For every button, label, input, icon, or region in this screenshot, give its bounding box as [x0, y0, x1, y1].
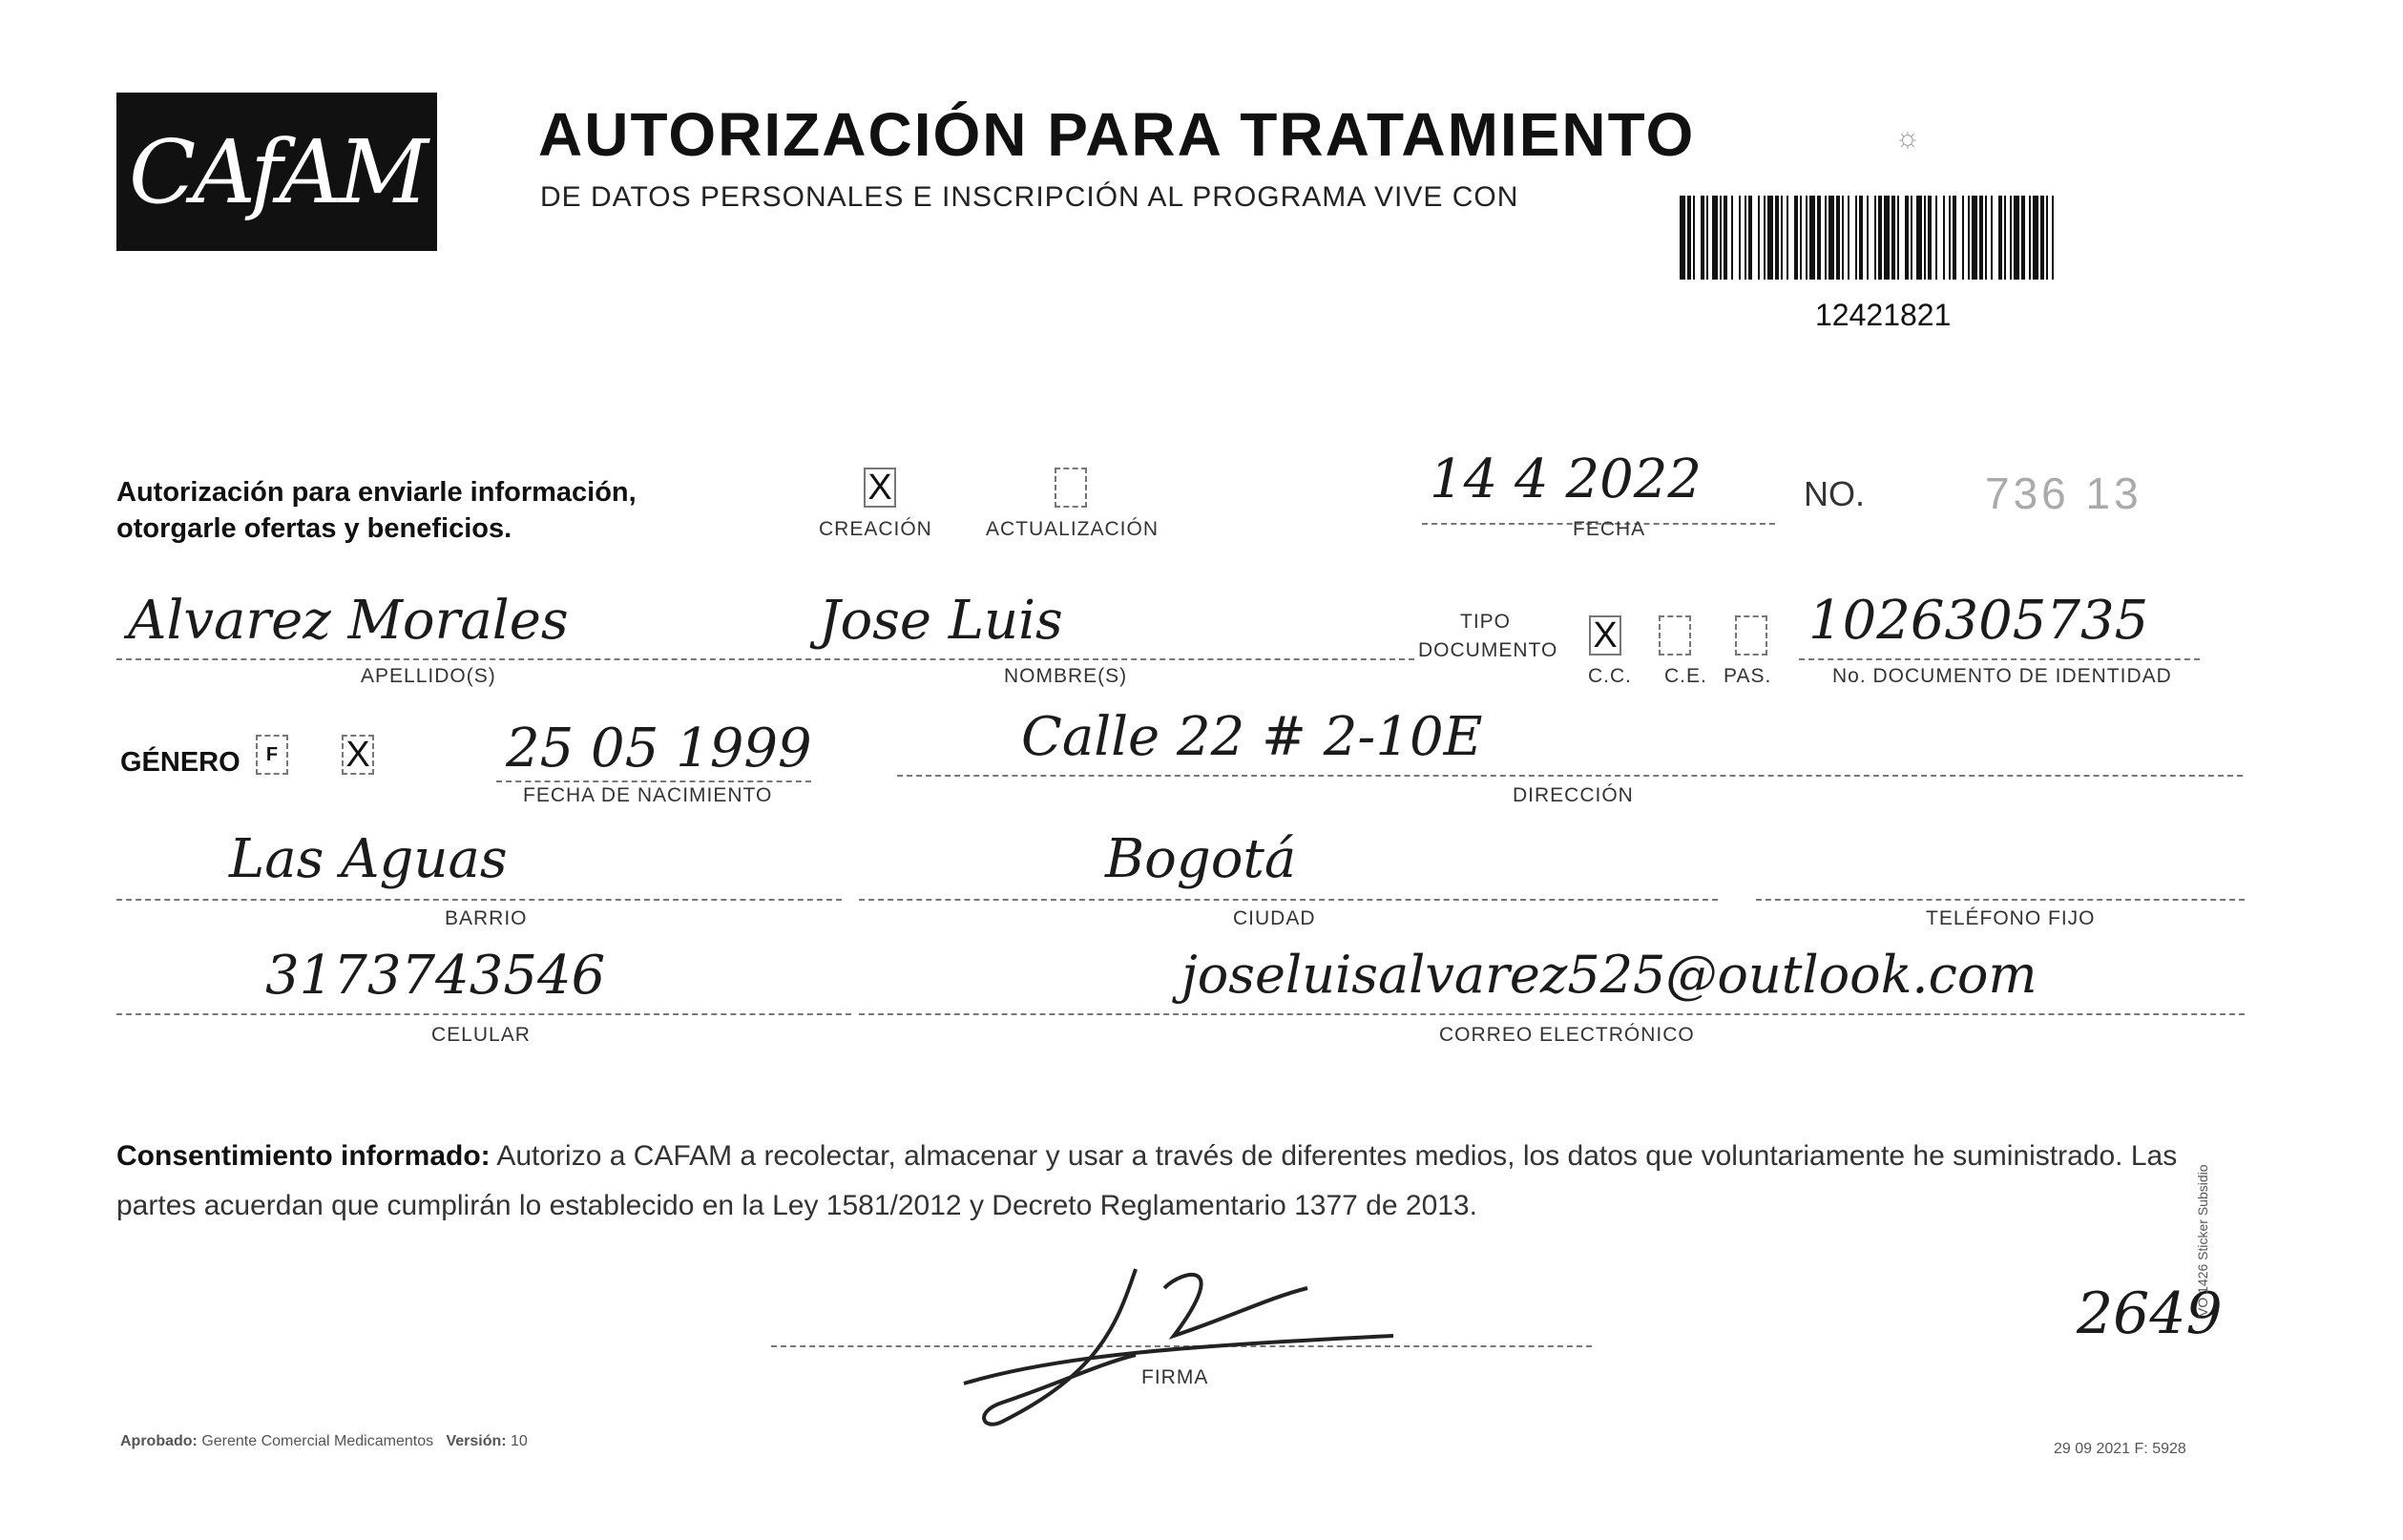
cafam-logo — [116, 93, 437, 251]
consent-bold: Consentimiento informado: — [116, 1140, 491, 1172]
approval-info — [120, 1433, 528, 1450]
m-checkbox[interactable]: X — [342, 735, 374, 775]
telefono-line[interactable] — [1756, 899, 2245, 901]
email-line — [859, 1013, 2245, 1015]
pas-checkbox[interactable] — [1735, 615, 1767, 656]
signature-mark — [945, 1250, 1403, 1431]
no-label: NO. — [1804, 474, 1866, 513]
pas-label: PAS. — [1724, 665, 1772, 687]
address-line — [897, 775, 2243, 777]
barrio-label: BARRIO — [445, 907, 528, 929]
ce-label: C.E. — [1664, 665, 1707, 687]
date-code: 29 09 2021 F: 5928 — [2054, 1441, 2186, 1457]
no-value: 736 13 — [1985, 468, 2142, 518]
cc-label: C.C. — [1588, 665, 1632, 687]
email-value[interactable]: joseluisalvarez525@outlook.com — [1181, 945, 2037, 1005]
version-label: Versión: — [446, 1433, 507, 1449]
form-title: AUTORIZACIÓN PARA TRATAMIENTO — [538, 100, 1696, 169]
creacion-label: CREACIÓN — [819, 518, 932, 540]
creacion-checkbox[interactable]: X — [864, 468, 896, 508]
consent-text — [116, 1132, 2245, 1231]
aprobado-label: Aprobado: — [120, 1433, 198, 1449]
ciudad-label: CIUDAD — [1233, 907, 1316, 929]
barcode — [1680, 196, 2063, 280]
f-checkbox[interactable]: F — [256, 735, 288, 775]
barrio-value[interactable]: Las Aguas — [229, 828, 508, 890]
tipo-label: TIPO — [1460, 611, 1512, 633]
document-value[interactable]: 1026305735 — [1808, 590, 2149, 652]
authorization-text-line2: otorgarle ofertas y beneficios. — [116, 513, 512, 544]
celular-line — [116, 1013, 851, 1015]
ciudad-line — [859, 899, 1718, 901]
nombres-label: NOMBRE(S) — [1004, 665, 1128, 687]
document-label: No. DOCUMENTO DE IDENTIDAD — [1832, 665, 2172, 687]
birth-line — [496, 780, 811, 782]
firma-label: FIRMA — [1141, 1366, 1209, 1388]
genero-label: GÉNERO — [120, 747, 240, 778]
address-label: DIRECCIÓN — [1513, 784, 1634, 806]
actualizacion-checkbox[interactable] — [1055, 468, 1087, 508]
ciudad-value[interactable]: Bogotá — [1105, 828, 1297, 890]
address-value[interactable]: Calle 22 # 2-10E — [1021, 706, 1483, 768]
birth-label: FECHA DE NACIMIENTO — [523, 784, 773, 806]
logo-text: CAfAM — [129, 120, 425, 223]
stamp-icon: ☼ — [1894, 122, 1921, 154]
handwritten-number: 2649 — [2077, 1280, 2223, 1347]
email-label: CORREO ELECTRÓNICO — [1439, 1024, 1695, 1046]
side-text: VO 1426 Sticker Subsidio — [2195, 1164, 2210, 1317]
nombres-value[interactable]: Jose Luis — [819, 590, 1063, 652]
birth-value[interactable]: 25 05 1999 — [506, 718, 812, 780]
telefono-label: TELÉFONO FIJO — [1926, 907, 2096, 929]
barrio-line — [116, 899, 842, 901]
documento-label: DOCUMENTO — [1418, 639, 1558, 661]
celular-label: CELULAR — [431, 1024, 531, 1046]
apellidos-label: APELLIDO(S) — [361, 665, 496, 687]
apellidos-value[interactable]: Alvarez Morales — [128, 590, 569, 652]
barcode-bar — [2054, 196, 2059, 280]
barcode-number: 12421821 — [1815, 298, 1952, 332]
authorization-text-line1: Autorización para enviarle información, — [116, 477, 637, 508]
document-line — [1799, 658, 2200, 660]
actualizacion-label: ACTUALIZACIÓN — [986, 518, 1160, 540]
fecha-label: FECHA — [1573, 518, 1646, 540]
date-value[interactable]: 14 4 2022 — [1430, 448, 1703, 510]
cc-checkbox[interactable]: X — [1589, 615, 1621, 656]
ce-checkbox[interactable] — [1659, 615, 1691, 656]
aprobado-value: Gerente Comercial Medicamentos — [201, 1433, 434, 1449]
form-subtitle: DE DATOS PERSONALES E INSCRIPCIÓN AL PROGRAMA VIVE CON — [540, 181, 1519, 213]
consent-body: Autorizo a CAFAM a recolectar, almacenar y usar a través de diferentes medios, los datos que voluntariamente he suministrado. Las partes acuerdan que cumplirán lo establecido en la Ley 1581/2012 y Decreto Reglamentario 1377 de 2013. — [116, 1140, 2178, 1221]
version-value: 10 — [511, 1433, 528, 1449]
row1-line — [116, 658, 1414, 660]
celular-value[interactable]: 3173743546 — [265, 945, 606, 1007]
